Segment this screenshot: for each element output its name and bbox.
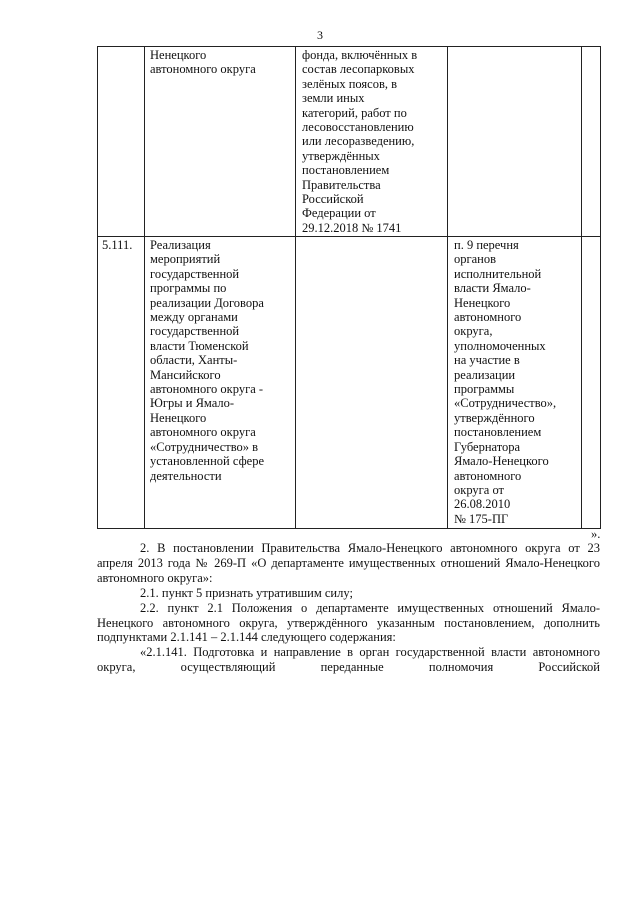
row-note-cell — [582, 237, 601, 529]
table-row — [98, 237, 601, 529]
paragraph: 2.1. пункт 5 признать утратившим силу; — [140, 585, 353, 600]
row-basis-cell — [296, 237, 448, 529]
row-basis-cell: фонда, включённых в состав лесопарковых зелёных поясов, в земли иных категорий, работ по лесовосстановлению или лесоразведению, утверждённых постановлением Правительства Российской Федерации от 29.12.2018 № 1741 — [296, 47, 448, 237]
row-reference-cell: п. 9 перечня органов исполнительной власти Ямало- Ненецкого автономного округа, уполномоченных на участие в реализации программы «Сотрудничество», утверждённого постановлением Губернатора Ямало-Ненецкого автономного округа от 26.08.2010 № 175-ПГ — [448, 237, 582, 529]
paragraph: «2.1.141. Подготовка и направление в орган государственной власти автономного округа, осуществляющий переданные полномочия Российской — [97, 645, 600, 675]
row-name-cell: Ненецкого автономного округа — [145, 47, 296, 237]
row-reference-cell — [448, 47, 582, 237]
continuation-table — [97, 46, 601, 529]
row-number-cell: 5.111. — [98, 237, 145, 529]
table-row — [98, 47, 601, 237]
page-number: 3 — [317, 28, 323, 42]
paragraph: 2. В постановлении Правительства Ямало-Ненецкого автономного округа от 23 апреля 2013 года № 269-П «О департаменте имущественных отношений Ямало-Ненецкого автономного округа»: — [97, 541, 600, 585]
row-name-cell: Реализация мероприятий государственной программы по реализации Договора между органами государственной власти Тюменской области, Ханты- Мансийского автономного округа - Югры и Ямало- Ненецкого автономного округа «Сотрудничество» в установленной сфере деятельности — [145, 237, 296, 529]
body-text — [97, 541, 600, 675]
paragraph: 2.2. пункт 2.1 Положения о департаменте имущественных отношений Ямало-Ненецкого автономного округа, утверждённого указанным постановлением, дополнить подпунктами 2.1.141 – 2.1.144 следующего содержания: — [97, 600, 600, 645]
closing-quote: ». — [591, 527, 601, 541]
row-number-cell — [98, 47, 145, 237]
row-note-cell — [582, 47, 601, 237]
